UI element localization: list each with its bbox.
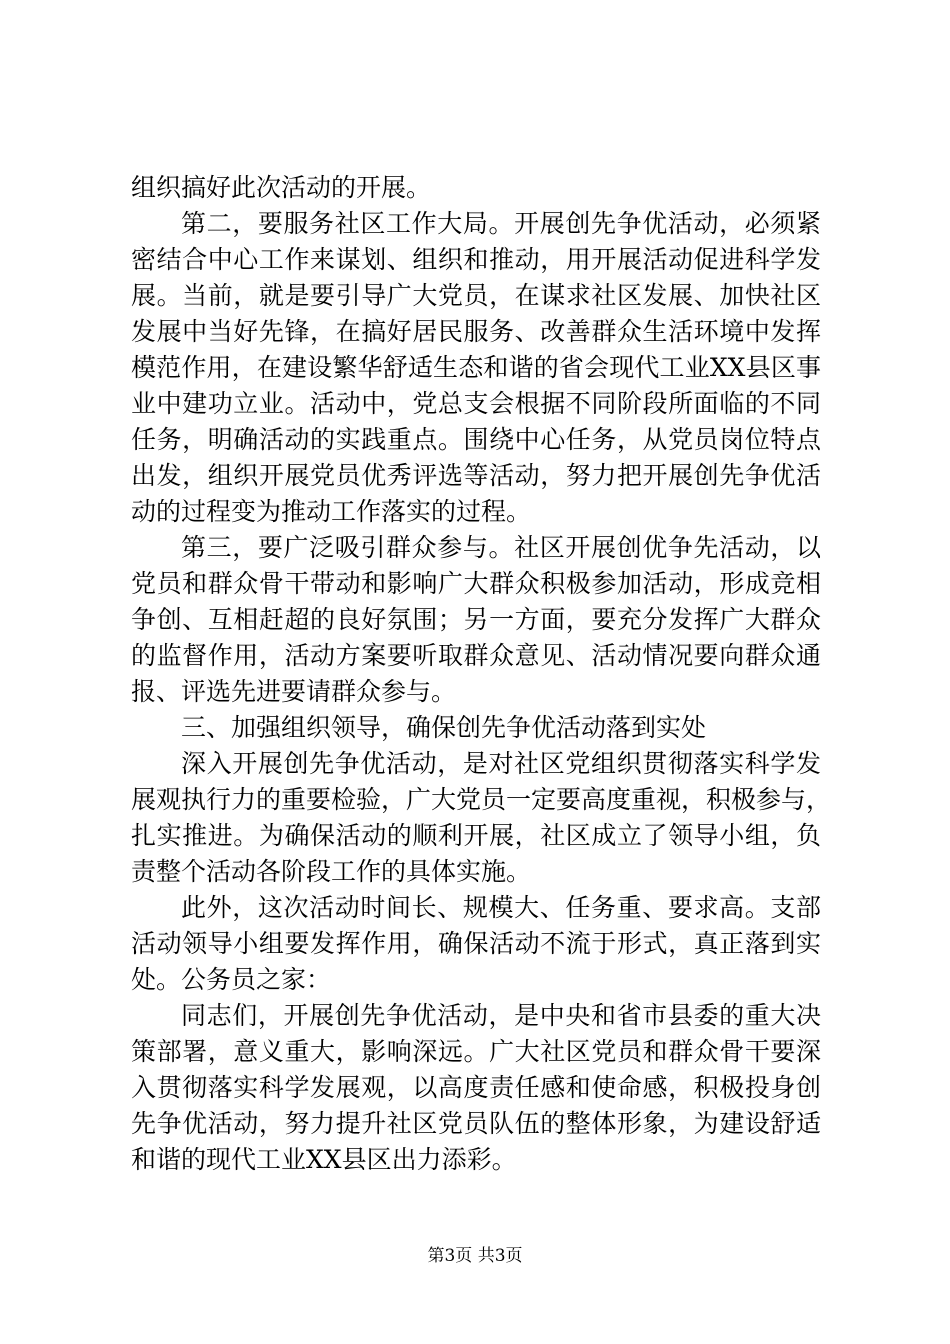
- text-line: 动的过程变为推动工作落实的过程。: [131, 497, 532, 526]
- text-line: 责整个活动各阶段工作的具体实施。: [131, 857, 532, 886]
- text-line: 密结合中心工作来谋划、组织和推动，用开展活动促进科学发: [131, 245, 821, 274]
- text-line: 策部署，意义重大，影响深远。广大社区党员和群众骨干要深: [131, 1037, 821, 1066]
- text-line: 第三，要广泛吸引群众参与。社区开展创优争先活动，以: [181, 533, 821, 562]
- text-line: 深入开展创先争优活动，是对社区党组织贯彻落实科学发: [181, 749, 821, 778]
- text-line: 业中建功立业。活动中，党总支会根据不同阶段所面临的不同: [131, 389, 821, 418]
- text-line: 和谐的现代工业XX县区出力添彩。: [131, 1145, 517, 1174]
- text-line: 第二，要服务社区工作大局。开展创先争优活动，必须紧: [181, 209, 821, 238]
- text-line: 扎实推进。为确保活动的顺利开展，社区成立了领导小组，负: [131, 821, 821, 850]
- text-line: 展。当前，就是要引导广大党员，在谋求社区发展、加快社区: [131, 281, 821, 310]
- text-line: 报、评选先进要请群众参与。: [131, 677, 457, 706]
- text-line: 发展中当好先锋，在搞好居民服务、改善群众生活环境中发挥: [131, 317, 821, 346]
- text-line: 的监督作用，活动方案要听取群众意见、活动情况要向群众通: [131, 641, 821, 670]
- text-line: 任务，明确活动的实践重点。围绕中心任务，从党员岗位特点: [131, 425, 821, 454]
- text-line: 出发，组织开展党员优秀评选等活动，努力把开展创先争优活: [131, 461, 821, 490]
- text-line: 争创、互相赶超的良好氛围；另一方面，要充分发挥广大群众: [131, 605, 821, 634]
- text-line: 此外，这次活动时间长、规模大、任务重、要求高。支部: [181, 893, 821, 922]
- text-line: 组织搞好此次活动的开展。: [131, 173, 432, 202]
- text-line: 三、加强组织领导，确保创先争优活动落到实处: [181, 713, 707, 742]
- text-line: 入贯彻落实科学发展观，以高度责任感和使命感，积极投身创: [131, 1073, 821, 1102]
- text-line: 模范作用，在建设繁华舒适生态和谐的省会现代工业XX县区事: [131, 353, 821, 382]
- text-line: 处。公务员之家：: [131, 965, 332, 994]
- text-line: 党员和群众骨干带动和影响广大群众积极参加活动，形成竞相: [131, 569, 821, 598]
- page-footer: 第3页 共3页: [427, 1246, 523, 1266]
- document-body: [131, 170, 832, 1178]
- text-line: 同志们，开展创先争优活动，是中央和省市县委的重大决: [181, 1001, 821, 1030]
- text-line: 展观执行力的重要检验，广大党员一定要高度重视，积极参与，: [131, 785, 832, 814]
- text-line: 先争优活动，努力提升社区党员队伍的整体形象，为建设舒适: [131, 1109, 821, 1138]
- text-line: 活动领导小组要发挥作用，确保活动不流于形式，真正落到实: [131, 929, 821, 958]
